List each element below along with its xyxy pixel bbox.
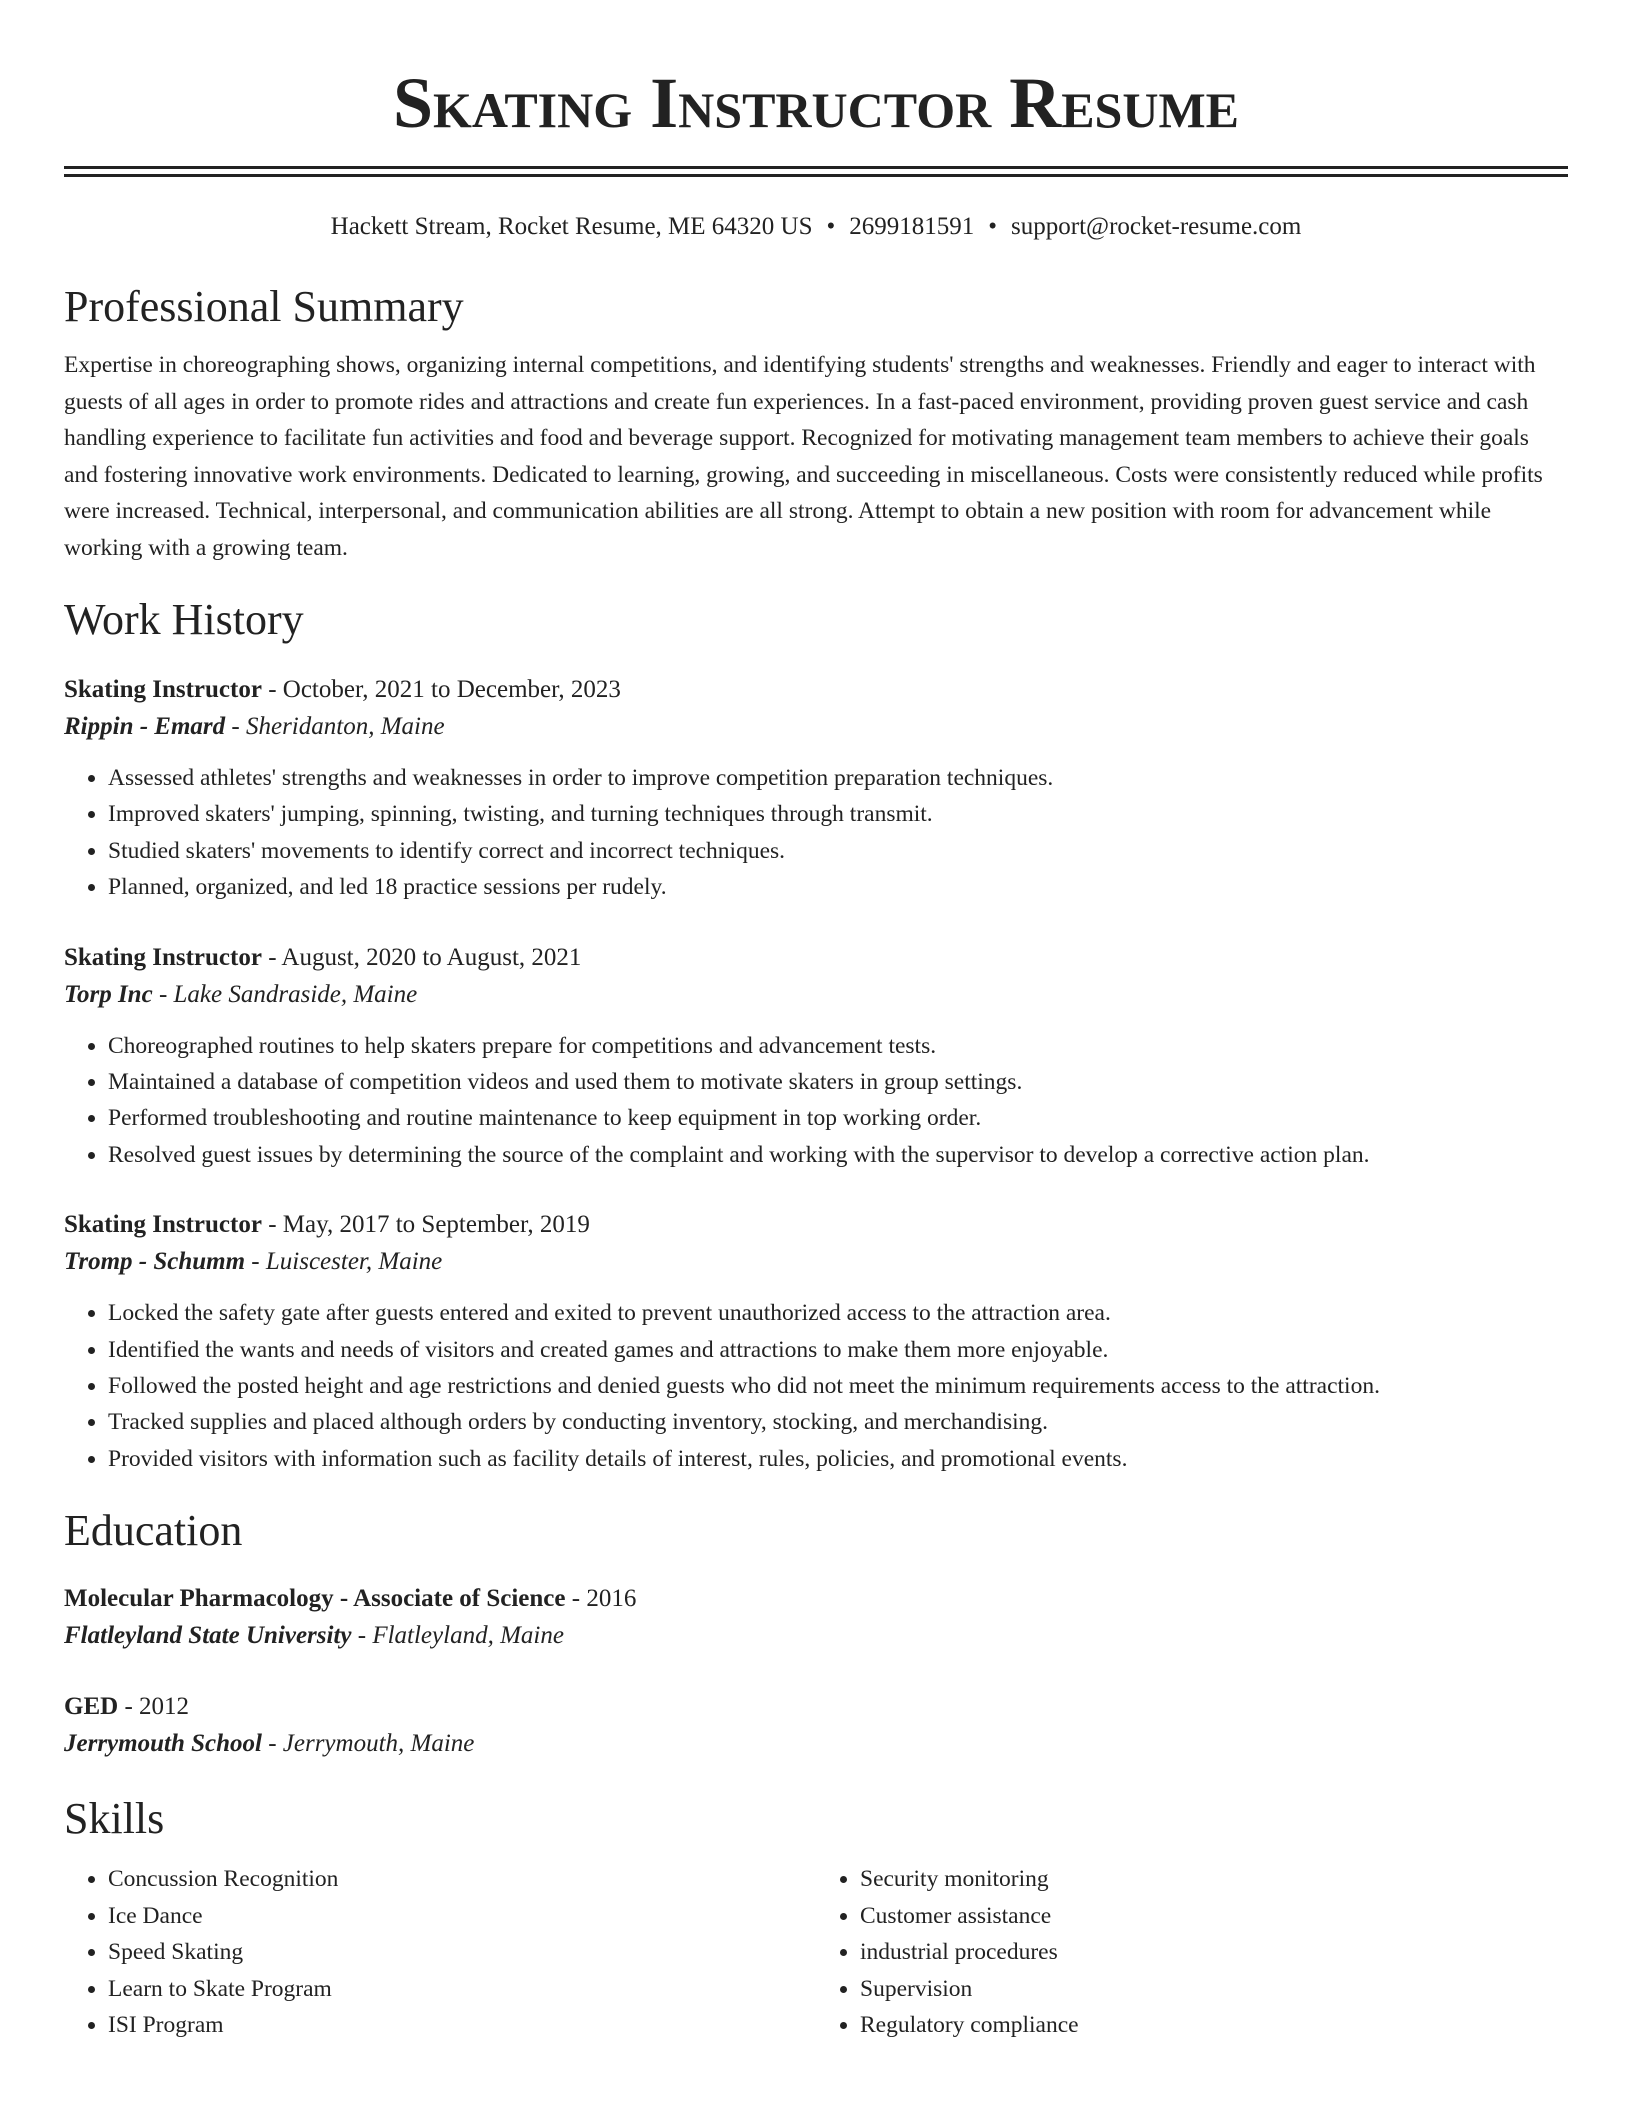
job-title-line [64, 940, 1568, 976]
job-dates: - May, 2017 to September, 2019 [261, 1211, 590, 1239]
title-double-rule [64, 166, 1568, 177]
degree-year: - 2012 [118, 1693, 190, 1721]
school-line [64, 1617, 1568, 1655]
section-heading-work-history: Work History [64, 595, 304, 644]
skill-item: • Supervision [860, 1971, 1568, 2007]
company-line [64, 976, 1568, 1014]
skill-item: • Customer assistance [860, 1898, 1568, 1934]
summary-section [64, 281, 1568, 566]
skill-item: • Regulatory compliance [860, 2007, 1568, 2043]
company-line [64, 708, 1568, 746]
school-name: Jerrymouth School [64, 1730, 262, 1758]
job-title: Skating Instructor [64, 676, 262, 703]
company-location: - Sheridanton, Maine [225, 713, 445, 740]
section-heading-education: Education [64, 1506, 243, 1556]
job-bullets [64, 1028, 1568, 1174]
company-location: - Lake Sandraside, Maine [152, 980, 418, 1008]
list-item: • Followed the posted height and age restrictions and denied guests who did not meet the minimum requirements access to the attraction. [108, 1368, 1568, 1404]
education-entry [64, 1581, 1568, 1655]
contact-separator: • [826, 213, 836, 240]
list-item: • Resolved guest issues by determining the source of the complaint and working with the supervisor to develop a corrective action plan. [108, 1137, 1568, 1173]
contact-phone: 2699181591 [849, 213, 975, 240]
skill-item: • Security monitoring [860, 1861, 1568, 1897]
job-bullets [64, 1295, 1568, 1477]
skills-list-left [64, 1861, 816, 2043]
list-item: • Choreographed routines to help skaters prepare for competitions and advancement tests. [108, 1028, 1568, 1064]
school-location: - Jerrymouth, Maine [261, 1730, 475, 1758]
skill-item: • Ice Dance [108, 1898, 816, 1934]
skills-columns [64, 1861, 1568, 2043]
list-item: • Studied skaters' movements to identify correct and incorrect techniques. [108, 833, 1568, 869]
list-item: • Assessed athletes' strengths and weaknesses in order to improve competition preparation techniques. [108, 760, 1568, 796]
list-item: • Locked the safety gate after guests entered and exited to prevent unauthorized access to the attraction area. [108, 1295, 1568, 1331]
contact-line [64, 211, 1568, 243]
contact-separator: • [988, 213, 998, 240]
summary-text: Expertise in choreographing shows, organizing internal competitions, and identifying students' strengths and weaknesses. Friendly and eager to interact with guests of all ages in order to promote rides and attractions and create fun experiences. In a fast-paced environment, providing proven guest service and cash handling experience to facilitate fun activities and food and beverage support. Recognized for motivating management team members to achieve their goals and fostering innovative work environments. Dedicated to learning, growing, and succeeding in miscellaneous. Costs were consistently reduced while profits were increased. Technical, interpersonal, and communication abilities are all strong. Attempt to obtain a new position with room for advancement while working with a growing team. [64, 352, 1543, 561]
job-title-line [64, 672, 1568, 708]
degree-name: GED [64, 1693, 119, 1721]
job-entry [64, 672, 1568, 906]
job-entry [64, 940, 1568, 1174]
list-item: • Tracked supplies and placed although orders by conducting inventory, stocking, and merchandising. [108, 1404, 1568, 1440]
job-bullets [64, 760, 1568, 906]
job-dates: - August, 2020 to August, 2021 [261, 943, 582, 971]
contact-email: support@rocket-resume.com [1011, 213, 1302, 240]
list-item: • Maintained a database of competition videos and used them to motivate skaters in group settings. [108, 1064, 1568, 1100]
resume-title: Skating Instructor Resume [393, 63, 1239, 143]
education-entry [64, 1689, 1568, 1763]
skills-list-right [816, 1861, 1568, 2043]
list-item: • Improved skaters' jumping, spinning, twisting, and turning techniques through transmit. [108, 796, 1568, 832]
list-item: • Identified the wants and needs of visitors and created games and attractions to make them more enjoyable. [108, 1332, 1568, 1368]
degree-year: - 2016 [565, 1585, 637, 1613]
section-heading-skills: Skills [64, 1794, 165, 1844]
company-line [64, 1243, 1568, 1281]
school-location: - Flatleyland, Maine [351, 1622, 564, 1650]
company-name: Tromp - Schumm [64, 1248, 246, 1276]
work-history-section [64, 594, 1568, 1477]
list-item: • Performed troubleshooting and routine maintenance to keep equipment in top working order. [108, 1100, 1568, 1136]
job-title: Skating Instructor [64, 1211, 262, 1239]
degree-name: Molecular Pharmacology - Associate of Science [64, 1585, 566, 1613]
list-item: • Planned, organized, and led 18 practice sessions per rudely. [108, 869, 1568, 905]
skill-item: • Concussion Recognition [108, 1861, 816, 1897]
contact-address: Hackett Stream, Rocket Resume, ME 64320 US [330, 213, 813, 240]
school-name: Flatleyland State University [64, 1622, 352, 1650]
skill-item: • industrial procedures [860, 1934, 1568, 1970]
degree-line [64, 1581, 1568, 1617]
company-name: Rippin - Emard [64, 713, 226, 740]
degree-line [64, 1689, 1568, 1725]
company-name: Torp Inc [64, 980, 153, 1008]
skill-item: • Speed Skating [108, 1934, 816, 1970]
education-section [64, 1505, 1568, 1763]
skills-section [64, 1793, 1568, 2043]
job-entry [64, 1207, 1568, 1477]
list-item: • Provided visitors with information such as facility details of interest, rules, policies, and promotional events. [108, 1441, 1568, 1477]
job-title-line [64, 1207, 1568, 1243]
section-heading-summary: Professional Summary [64, 282, 464, 331]
skill-item: • ISI Program [108, 2007, 816, 2043]
job-title: Skating Instructor [64, 943, 262, 971]
skill-item: • Learn to Skate Program [108, 1971, 816, 2007]
school-line [64, 1725, 1568, 1763]
company-location: - Luiscester, Maine [245, 1248, 443, 1276]
job-dates: - October, 2021 to December, 2023 [261, 676, 621, 703]
